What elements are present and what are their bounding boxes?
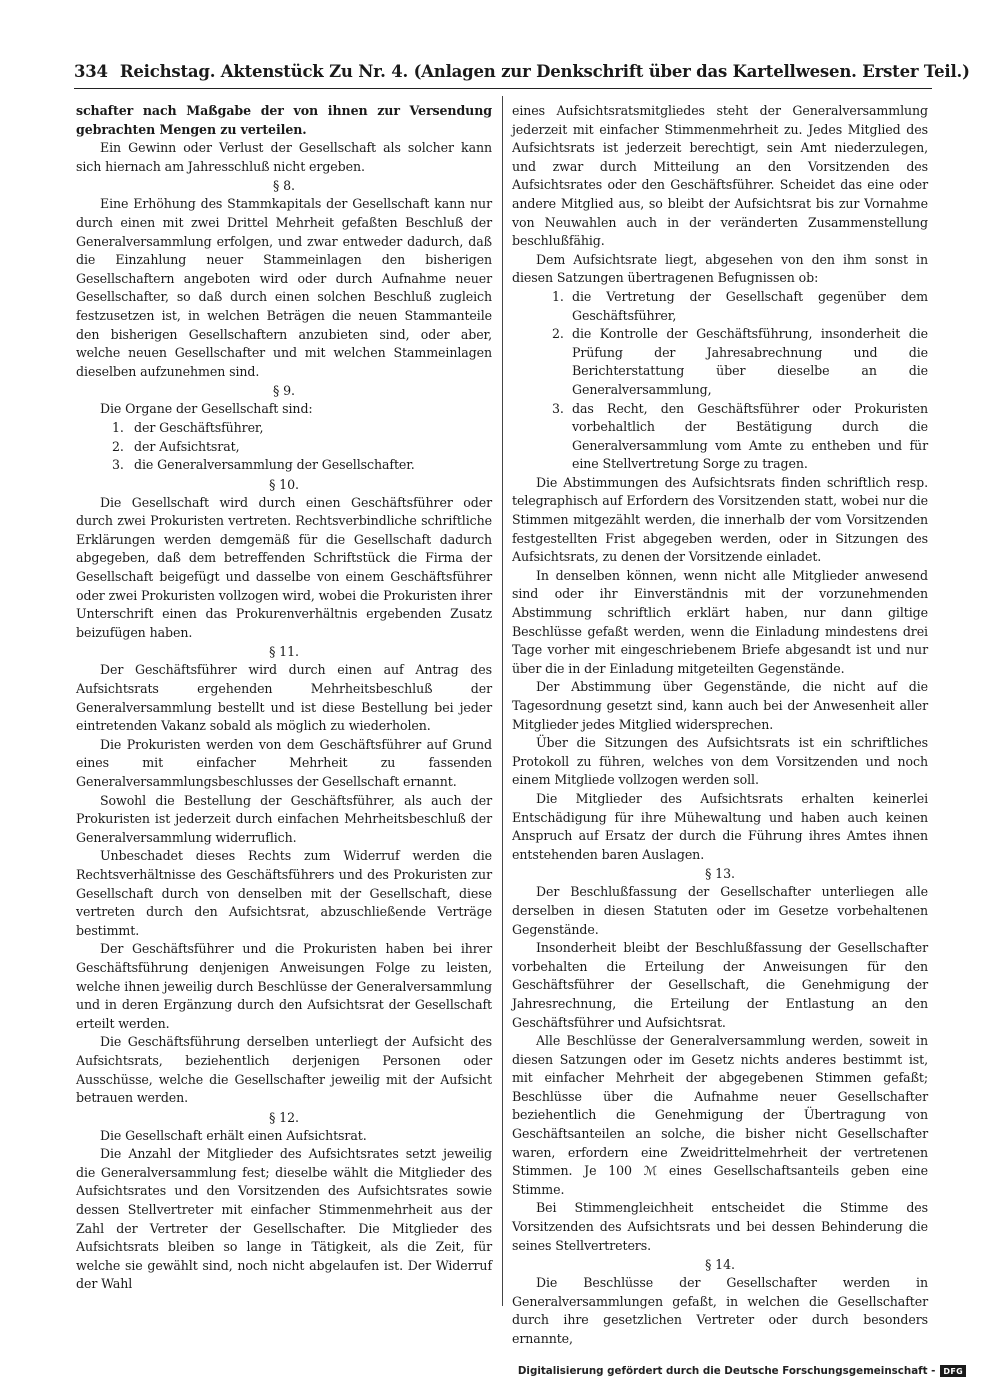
- digitization-credit: [518, 1364, 966, 1378]
- paragraph: Insonderheit bleibt der Beschlußfassung der Gesellschafter vorbehalten die Erteilung der Anweisungen für den Geschäftsführer der Gesellschaft, die Genehmigung der Jahresrechnung, die Erteilung der Entlastung an den Geschäftsführer und Aufsichtsrat.: [512, 940, 928, 1030]
- paragraph: Der Beschlußfassung der Gesellschafter unterliegen alle derselben in diesen Statuten oder im Gesetze vorbehaltenen Gegenstände.: [512, 884, 928, 937]
- column-separator: [502, 96, 503, 1306]
- list-text: das Recht, den Geschäftsführer oder Prokuristen vorbehaltlich der Bestätigung durch die Generalversammlung vom Amte zu entheben und für eine Stellvertretung Sorge zu tragen.: [572, 400, 928, 472]
- section-heading: § 13.: [705, 866, 735, 882]
- right-column: [512, 102, 928, 1349]
- paragraph: eines Aufsichtsratsmitgliedes steht der Generalversammlung jederzeit mit einfacher Stimmenmehrheit zu. Jedes Mitglied des Aufsichtsrats ist jederzeit berechtigt, sein Amt niederzulegen, und zwar durch Mitteilung an den Vorsitzenden des Aufsichtsrates oder den Geschäftsführer. Scheidet das eine oder andere Mitglied aus, so bleibt der Aufsichtsrat bis zur Vornahme von Neuwahlen auch in der veränderten Zusammenstellung beschlußfähig.: [512, 103, 928, 249]
- paragraph: Der Geschäftsführer und die Prokuristen haben bei ihrer Geschäftsführung denjenigen Anweisungen Folge zu leisten, welche ihnen jeweilig durch Beschlüsse der Generalversammlung und in deren Ergänzung durch den Aufsichtsrat der Gesellschaft erteilt werden.: [76, 941, 492, 1031]
- list-item: [512, 400, 928, 474]
- list-number: 3.: [112, 457, 124, 473]
- list-number: 3.: [552, 400, 564, 416]
- section-heading: § 9.: [273, 383, 295, 399]
- list-item: [76, 456, 492, 475]
- paragraph: Eine Erhöhung des Stammkapitals der Gesellschaft kann nur durch einen mit zwei Drittel Mehrheit gefaßten Beschluß der Generalversammlung erfolgen, und zwar entweder dadurch, daß die Einzahlung neuer Stammeinlagen den bisherigen Gesellschaftern angeboten wird oder durch Aufnahme neuer Gesellschafter, so daß durch einen solchen Beschluß zugleich festzusetzen ist, in welchen Beträgen die neuen Stammanteile den bisherigen Gesellschaftern anzubieten sind, oder aber, welche neuen Gesellschafter und mit welchen Stammeinlagen dieselben aufzunehmen sind.: [76, 196, 492, 379]
- list-item: [76, 438, 492, 457]
- credit-text: Digitalisierung gefördert durch die Deutsche Forschungsgemeinschaft -: [517, 1365, 936, 1377]
- list-number: 2.: [112, 438, 124, 454]
- left-column: [76, 102, 492, 1294]
- paragraph: Die Mitglieder des Aufsichtsrats erhalten keinerlei Entschädigung für ihre Mühewaltung und haben auch keinen Anspruch auf Ersatz der durch die Führung ihres Amtes ihnen entstehenden baren Auslagen.: [512, 790, 928, 862]
- paragraph: Über die Sitzungen des Aufsichtsrats ist ein schriftliches Protokoll zu führen, welches von dem Vorsitzenden und noch einem Mitgliede vollzogen werden soll.: [512, 735, 928, 788]
- duties-list: [512, 288, 928, 474]
- page-header: [74, 60, 970, 84]
- section-heading: § 14.: [705, 1257, 735, 1273]
- paragraph: Die Gesellschaft erhält einen Aufsichtsrat.: [100, 1127, 367, 1143]
- list-number: 1.: [552, 288, 564, 304]
- paragraph: Unbeschadet dieses Rechts zum Widerruf werden die Rechtsverhältnisse des Geschäftsführers und des Prokuristen zur Gesellschaft durch von denselben mit der Gesellschaft, diese vertreten durch den Aufsichtsrat, abzuschließende Verträge bestimmt.: [76, 848, 492, 938]
- paragraph: Die Abstimmungen des Aufsichtsrats finden schriftlich resp. telegraphisch auf Erfordern des Vorsitzenden statt, wobei nur die Stimmen mitgezählt werden, die innerhalb der vom Vorsitzenden festgestellten Frist abgegeben werden, oder in Sitzungen des Aufsichtsrats, zu denen der Vorsitzende einladet.: [512, 474, 928, 565]
- list-text: die Kontrolle der Geschäftsführung, insonderheit die Prüfung der Jahresabrechnung und die Berichterstattung über dieselbe an die Generalversammlung,: [572, 326, 928, 397]
- list-number: 2.: [552, 326, 564, 342]
- section-heading: § 12.: [269, 1109, 299, 1125]
- section-heading: § 8.: [273, 178, 295, 194]
- list-item: [512, 325, 928, 399]
- paragraph: In denselben können, wenn nicht alle Mitglieder anwesend sind oder ihr Einverständnis mit der vorzunehmenden Abstimmung schriftlich erklärt haben, nur dann giltige Beschlüsse gefaßt werden, wenn die Einladung mindestens drei Tage vorher mit eingeschriebenem Briefe abgesandt ist und nur über die in der Einladung mitgeteilten Gegenstände.: [512, 567, 928, 676]
- paragraph: Die Organe der Gesellschaft sind:: [100, 401, 313, 417]
- paragraph: Ein Gewinn oder Verlust der Gesellschaft als solcher kann sich hiernach am Jahresschluß nicht ergeben.: [76, 140, 492, 174]
- section-heading: § 10.: [269, 476, 299, 492]
- section-heading: § 11.: [269, 644, 299, 660]
- paragraph: Die Prokuristen werden von dem Geschäftsführer auf Grund eines mit einfacher Mehrheit zu fassenden Generalversammlungsbeschlusses der Gesellschaft ernannt.: [76, 736, 492, 789]
- paragraph: Sowohl die Bestellung der Geschäftsführer, als auch der Prokuristen ist jederzeit durch einfachen Mehrheitsbeschluß der Generalversammlung widerruflich.: [76, 792, 492, 845]
- page-number: 334: [74, 62, 108, 81]
- paragraph: Alle Beschlüsse der Generalversammlung werden, soweit in diesen Satzungen oder im Gesetz nichts anderes bestimmt ist, mit einfacher Mehrheit der abgegebenen Stimmen gefaßt; Beschlüsse über die Aufnahme neuer Gesellschafter beziehentlich die Genehmigung der Übertragung von Geschäftsanteilen an solche, die bisher nicht Gesellschafter waren, erfordern eine Zweidrittelmehrheit der vertretenen Stimmen. Je 100 ℳ eines Gesellschaftsanteils geben eine Stimme.: [512, 1033, 928, 1197]
- paragraph: schafter nach Maßgabe der von ihnen zur Versendung gebrachten Mengen zu verteilen.: [76, 103, 492, 137]
- organ-list: [76, 419, 492, 475]
- list-item: [76, 419, 492, 438]
- list-text: der Geschäftsführer,: [134, 419, 264, 435]
- paragraph: Die Beschlüsse der Gesellschafter werden in Generalversammlungen gefaßt, in welchen die Gesellschafter durch ihre gesetzlichen Vertreter oder durch besonders ernannte,: [512, 1275, 928, 1346]
- header-rule: [74, 88, 932, 89]
- list-text: die Vertretung der Gesellschaft gegenüber dem Geschäftsführer,: [572, 288, 928, 323]
- list-text: der Aufsichtsrat,: [134, 438, 240, 454]
- paragraph: Die Gesellschaft wird durch einen Geschäftsführer oder durch zwei Prokuristen vertreten. Rechtsverbindliche schriftliche Erklärungen werden demgemäß für die Gesellschaft dadurch abgegeben, daß dem betreffenden Schriftstück die Firma der Gesellschaft beigefügt und dasselbe von einem Geschäftsführer oder zwei Prokuristen vollzogen wird, wobei die Prokuristen ihrer Unterschrift einen das Prokurenverhältnis ergebenden Zusatz beizufügen haben.: [76, 494, 493, 640]
- dfg-logo: DFG: [940, 1365, 966, 1377]
- paragraph: Die Geschäftsführung derselben unterliegt der Aufsicht des Aufsichtsrats, beziehentlich derjenigen Personen oder Ausschüsse, welche die Gesellschafter jeweilig mit der Aufsicht betrauen werden.: [76, 1034, 492, 1106]
- paragraph: Bei Stimmengleichheit entscheidet die Stimme des Vorsitzenden des Aufsichtsrats und bei dessen Behinderung die seines Stellvertreters.: [512, 1200, 928, 1253]
- paragraph: Der Geschäftsführer wird durch einen auf Antrag des Aufsichtsrats ergehenden Mehrheitsbeschluß der Generalversammlung bestellt und ist diese Bestellung bei jeder eintretenden Vakanz sobald als möglich zu wiederholen.: [76, 662, 492, 734]
- list-text: die Generalversammlung der Gesellschafter.: [134, 457, 415, 473]
- list-number: 1.: [112, 419, 124, 435]
- paragraph: Dem Aufsichtsrate liegt, abgesehen von den ihm sonst in diesen Satzungen übertragenen Befugnissen ob:: [512, 251, 928, 286]
- paragraph: Der Abstimmung über Gegenstände, die nicht auf die Tagesordnung gesetzt sind, kann auch bei der Anwesenheit aller Mitglieder jedes Mitglied widersprechen.: [512, 679, 928, 732]
- page-running-title: Reichstag. Aktenstück Zu Nr. 4. (Anlagen zur Denkschrift über das Kartellwesen. Erster Teil.): [119, 62, 970, 81]
- list-item: [512, 288, 928, 325]
- paragraph: Die Anzahl der Mitglieder des Aufsichtsrates setzt jeweilig die Generalversammlung fest; dieselbe wählt die Mitglieder des Aufsichtsrates und den Vorsitzenden des Aufsichtsrates sowie dessen Stellvertreter mit einfacher Stimmenmehrheit aus der Zahl der Vertreter der Gesellschafter. Die Mitglieder des Aufsichtsrats bleiben so lange in Tätigkeit, als die Zeit, für welche sie gewählt sind, noch nicht abgelaufen ist. Der Widerruf der Wahl: [76, 1146, 492, 1292]
